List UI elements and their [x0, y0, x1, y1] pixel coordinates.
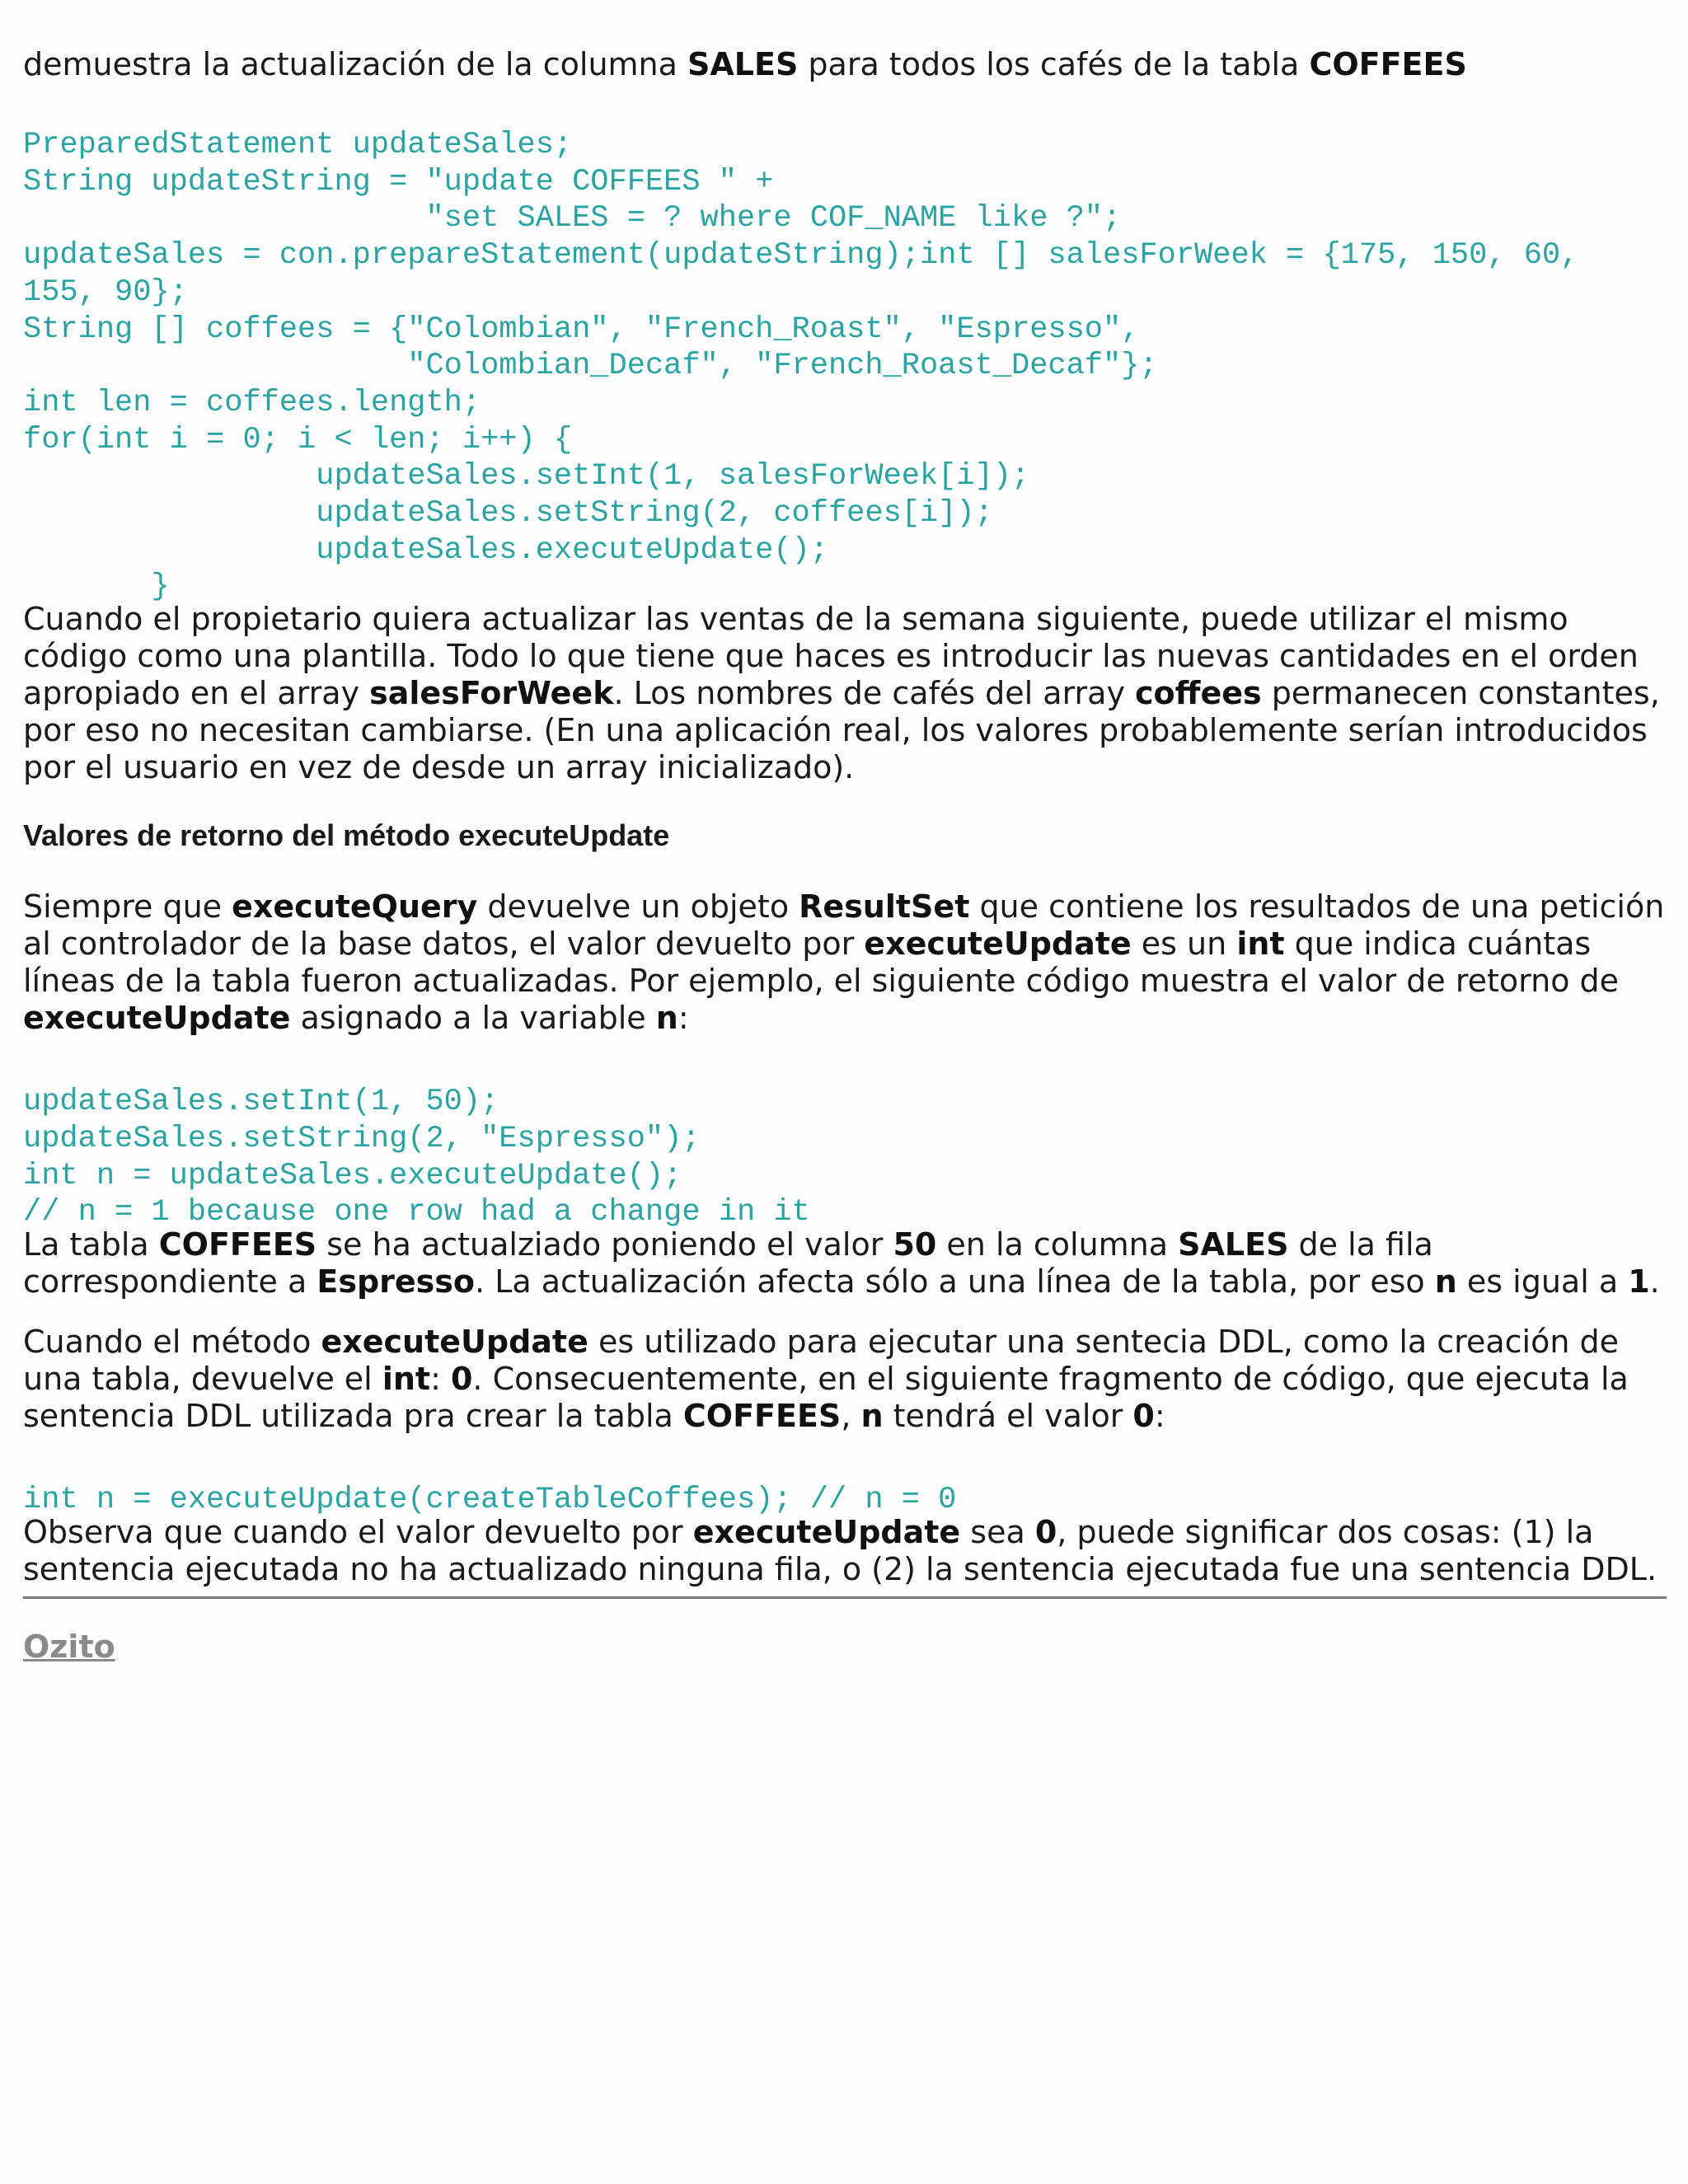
code-line-create-table: int n = executeUpdate(createTableCoffees); // n = 0 [23, 1482, 957, 1517]
paragraph-coffees-updated: La tabla COFFEES se ha actualziado poniendo el valor 50 en la columna SALES de la fila correspondiente a Espresso. La actualización afecta sólo a una línea de la tabla, por eso n es igual a 1. [23, 1226, 1660, 1300]
code-block-execute-update: updateSales.setInt(1, 50); updateSales.setString(2, "Espresso"); int n = updateSales.executeUpdate(); // n = 1 because one row had a change in it [23, 1085, 810, 1230]
ozito-link[interactable]: Ozito [23, 1628, 115, 1665]
paragraph-return-values: Siempre que executeQuery devuelve un objeto ResultSet que contiene los resultados de una petición al controlador de la base datos, el valor devuelto por executeUpdate es un int que indica cuántas líneas de la tabla fueron actualizadas. Por ejemplo, el siguiente código muestra el valor de retorno de executeUpdate asignado a la variable n: [23, 888, 1665, 1037]
paragraph-observation: Observa que cuando el valor devuelto por executeUpdate sea 0, puede significar dos cosas: (1) la sentencia ejecutada no ha actualizado ninguna fila, o (2) la sentencia ejecutada fue una sentencia DDL. [23, 1513, 1658, 1587]
intro-sentence: demuestra la actualización de la columna SALES para todos los cafés de la tabla COFFEES [23, 46, 1467, 82]
paragraph-template: Cuando el propietario quiera actualizar las ventas de la semana siguiente, puede utilizar el mismo código como una plantilla. Todo lo que tiene que haces es introducir las nuevas cantidades en el orden apropiado en el array salesForWeek. Los nombres de cafés del array coffees permanecen constantes, por eso no necesitan cambiarse. (En una aplicación real, los valores probablemente serían introducidos por el usuario en vez de desde un array inicializado). [23, 601, 1660, 786]
paragraph-ddl: Cuando el método executeUpdate es utilizado para ejecutar una sentecia DDL, como la creación de una tabla, devuelve el int: 0. Consecuentemente, en el siguiente fragmento de código, que ejecuta la sentencia DDL utilizada pra crear la tabla COFFEES, n tendrá el valor 0: [23, 1323, 1629, 1434]
section-heading: Valores de retorno del método executeUpdate [23, 818, 670, 853]
code-block-update-loop: PreparedStatement updateSales; String updateString = "update COFFEES " + "set SALES = ? where COF_NAME like ?"; updateSales = con.prepareStatement(updateString);int [] salesForWeek = {175, 150, 60, 155, 90}; String [] coffees = {"Colombian", "French_Roast", "Espresso", "Colombian_Decaf", "French_Roast_Decaf"}; int len = coffees.length; for(int i = 0; i < len; i++) { updateSales.setInt(1, salesForWeek[i]); updateSales.setString(2, coffees[i]); updateSales.executeUpdate(); } [23, 128, 1579, 605]
